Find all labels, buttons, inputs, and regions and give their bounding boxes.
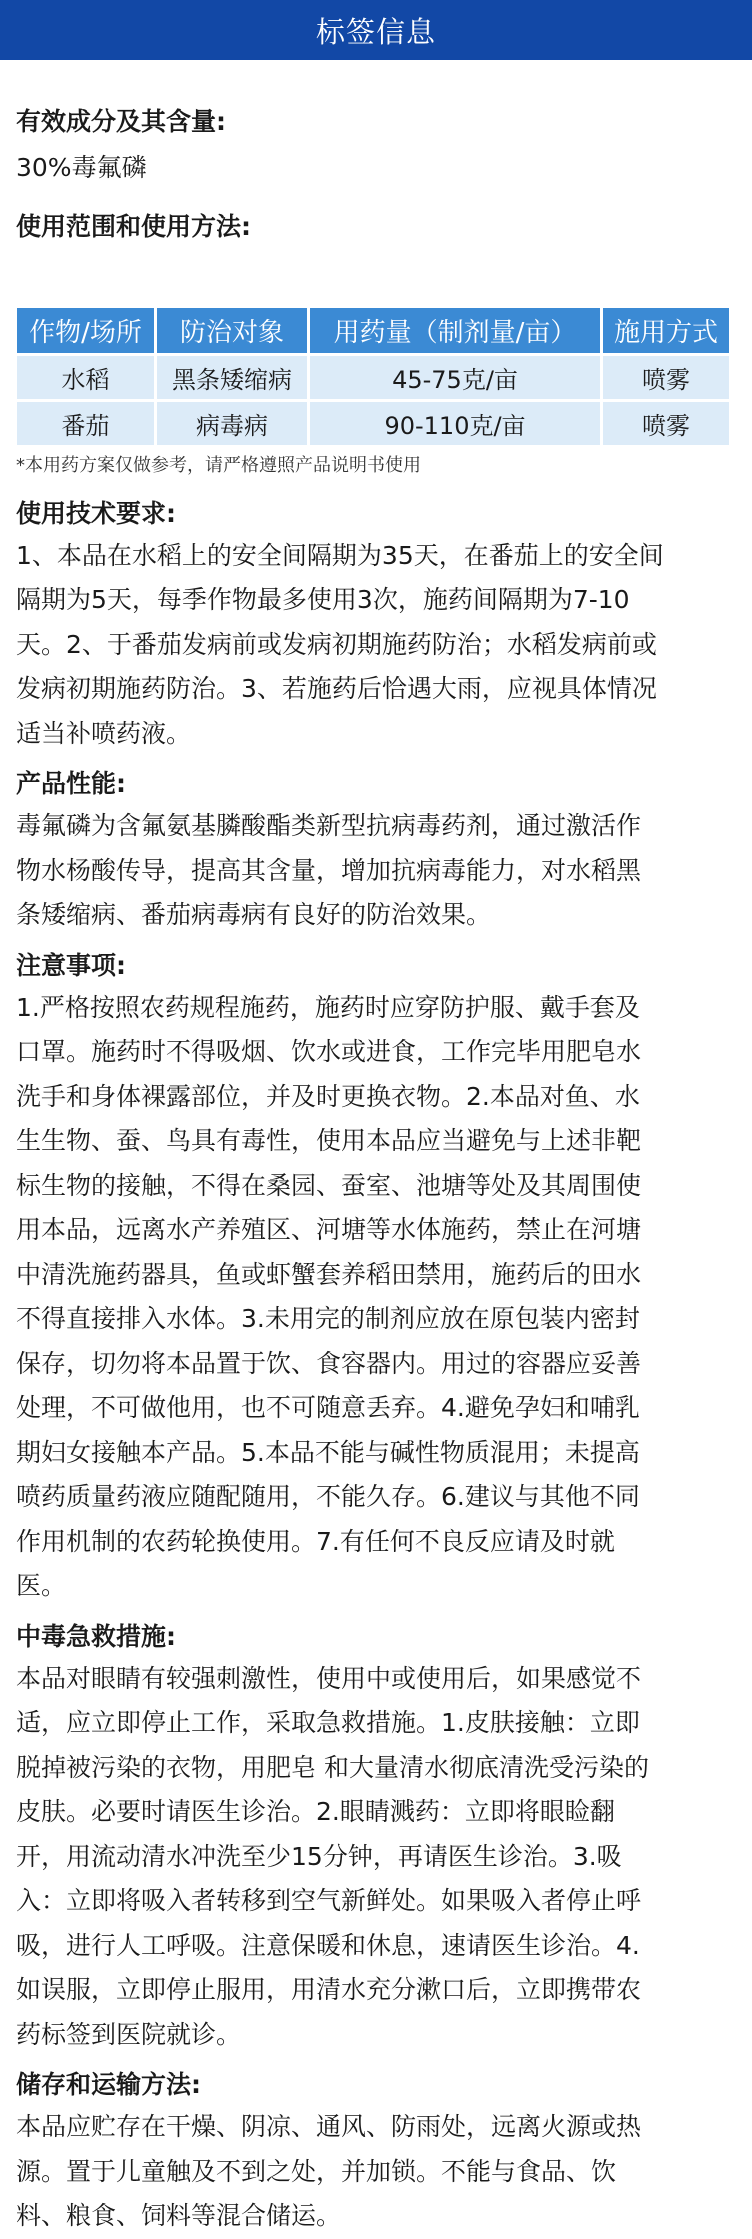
precautions-text: 1.严格按照农药规程施药，施药时应穿防护服、戴手套及 口罩。施药时不得吸烟、饮水或进食，工作完毕用肥皂水 洗手和身体裸露部位，并及时更换衣物。2.本品对鱼、水 生生物、蚕、鸟具有毒性，使用本品应当避免与上述非靶 标生物的接触，不得在桑园、蚕室、池塘等处及其周围使 用本品，远离水产养殖区、河塘等水体施药，禁止在河塘 中清洗施药器具，鱼或虾蟹套养稻田禁用，施药后的田水 不得直接排入水体。3.未用完的制剂应放在原包装内密封 保存，切勿将本品置于饮、食容器内。用过的容器应妥善 处理，不可做他用，也不可随意丢弃。4.避免孕妇和哺乳 期妇女接触本产品。5.本品不能与碱性物质混用；未提高 喷药质量药液应随配随用，不能久存。6.建议与其他不同 作用机制的农药轮换使用。7.有任何不良反应请及时就 医。: [16, 992, 642, 1600]
table-header-cell: 作物/场所: [17, 308, 154, 353]
precautions-title: 注意事项:: [16, 950, 126, 980]
ingredients-title: 有效成分及其含量:: [16, 107, 226, 136]
label-content: [0, 106, 752, 2239]
table-header-cell: 防治对象: [157, 308, 307, 353]
table-cell: 喷雾: [603, 402, 729, 445]
table-cell: 黑条矮缩病: [157, 356, 307, 399]
table-cell: 番茄: [17, 402, 154, 445]
product-performance-title: 产品性能:: [16, 769, 126, 798]
header-banner: [0, 0, 752, 60]
table-cell: 90-110克/亩: [310, 402, 600, 445]
ingredients-value: 30%毒氟磷: [16, 153, 147, 182]
table-row: [17, 402, 729, 445]
usage-note: *本用药方案仅做参考，请严格遵照产品说明书使用: [16, 454, 421, 476]
table-header-cell: 用药量（制剂量/亩）: [310, 308, 600, 353]
first-aid-text: 本品对眼睛有较强刺激性，使用中或使用后，如果感觉不 适，应立即停止工作，采取急救措施。1.皮肤接触：立即 脱掉被污染的衣物，用肥皂 和大量清水彻底清洗受污染的 皮肤。必要时请医生诊治。2.眼睛溅药：立即将眼睑翻 开，用流动清水冲洗至少15分钟，再请医生诊治。3.吸 入：立即将吸入者转移到空气新鲜处。如果吸入者停止呼 吸，进行人工呼吸。注意保暖和休息，速请医生诊治。4. 如误服，立即停止服用，用清水充分漱口后，立即携带农 药标签到医院就诊。: [16, 1663, 649, 2049]
storage-text: 本品应贮存在干燥、阴凉、通风、防雨处，远离火源或热 源。置于儿童触及不到之处，并加锁。不能与食品、饮 料、粮食、饲料等混合储运。: [16, 2112, 642, 2230]
page-title: 标签信息: [315, 14, 436, 49]
product-performance-text: 毒氟磷为含氟氨基膦酸酯类新型抗病毒药剂，通过激活作 物水杨酸传导，提高其含量，增加抗病毒能力，对水稻黑 条矮缩病、番茄病毒病有良好的防治效果。: [16, 811, 642, 929]
tech-requirements-title: 使用技术要求:: [16, 498, 176, 528]
table-cell: 病毒病: [157, 402, 307, 445]
first-aid-title: 中毒急救措施:: [16, 1621, 176, 1651]
table-header-cell: 施用方式: [603, 308, 729, 353]
table-header-row: [17, 308, 729, 353]
dosage-table: [14, 305, 732, 448]
storage-title: 储存和运输方法:: [16, 2070, 201, 2099]
usage-title: 使用范围和使用方法:: [16, 211, 251, 241]
tech-requirements-text: 1、本品在水稻上的安全间隔期为35天，在番茄上的安全间 隔期为5天，每季作物最多使用3次，施药间隔期为7-10 天。2、于番茄发病前或发病初期施药防治；水稻发病前或 发病初期施药防治。3、若施药后恰遇大雨，应视具体情况 适当补喷药液。: [16, 540, 664, 748]
table-cell: 45-75克/亩: [310, 356, 600, 399]
table-cell: 喷雾: [603, 356, 729, 399]
table-row: [17, 356, 729, 399]
table-cell: 水稻: [17, 356, 154, 399]
